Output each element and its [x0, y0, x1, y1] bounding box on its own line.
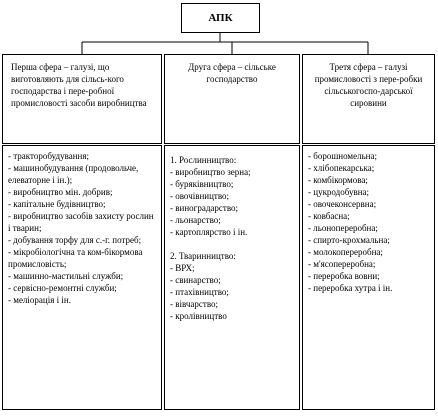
sphere-2-list: [164, 145, 300, 410]
list-item: - цукродобувна;: [308, 187, 370, 197]
list-item: - машинно-мастильні служби;: [8, 271, 124, 281]
list-item: - добування торфу для с.-г. потреб;: [8, 235, 142, 245]
list-item: - м'ясопереробна;: [308, 259, 376, 269]
sphere-2-title: Друга сфера – сільське господарство: [188, 62, 276, 84]
list-item: - овочівництво;: [170, 191, 230, 201]
list-item: - хлібопекарська;: [308, 163, 375, 173]
sphere-1-list: [2, 145, 162, 410]
list-item: - капітальне будівництво;: [8, 199, 106, 209]
list-item: - тракторобудування;: [8, 151, 89, 161]
section-title-crop: 1. Рослинництво:: [170, 155, 237, 165]
section-gap: [170, 238, 295, 250]
list-item: - виробництво засобів захисту рослин і тварин;: [8, 211, 154, 233]
list-item: - картоплярство і ін.: [170, 227, 248, 237]
list-item: - буряківництво;: [170, 179, 234, 189]
list-item: - свинарство;: [170, 275, 221, 285]
list-item: - меліорація і ін.: [8, 295, 71, 305]
sphere-3-title: Третя сфера – галузі промисловості з пере-робки сільськогоспо-дарської сировини: [314, 62, 423, 108]
list-item: - машинобудування (продовольче, елеваторне і ін.);: [8, 163, 139, 185]
list-item: - кролівництво: [170, 311, 227, 321]
list-item: - переробка хутра і ін.: [308, 283, 393, 293]
root-node-apk: [181, 3, 260, 33]
list-item: - переробка вовни;: [308, 271, 380, 281]
list-item: - ковбасна;: [308, 211, 350, 221]
sphere-1-header: [2, 54, 162, 144]
section-title-livestock: 2. Тваринництво:: [170, 251, 236, 261]
list-item: - виноградарство;: [170, 203, 239, 213]
list-item: - мікробіологічна та ком-бікормова промисловість;: [8, 247, 143, 269]
list-item: - птахівництво;: [170, 287, 229, 297]
sphere-1-title: Перша сфера – галузі, що виготовляють для сільсь-кого господарства і пере-робної промисловості засоби виробництва: [11, 62, 147, 108]
root-label: АПК: [208, 12, 233, 24]
list-item: - спирто-крохмальна;: [308, 235, 390, 245]
list-item: - ВРХ;: [170, 263, 195, 273]
list-item: - льонарство;: [170, 215, 221, 225]
list-item: - вівчарство;: [170, 299, 219, 309]
list-item: - сервісно-ремонтні служби;: [8, 283, 117, 293]
list-item: - овочеконсервна;: [308, 199, 377, 209]
list-item: - льонопереробна;: [308, 223, 378, 233]
list-item: - молокопереробна;: [308, 247, 383, 257]
list-item: - борошномельна;: [308, 151, 377, 161]
sphere-3-header: [302, 54, 435, 144]
list-item: - виробництво мін. добрив;: [8, 187, 113, 197]
sphere-3-list: [302, 145, 435, 410]
list-item: - виробництво зерна;: [170, 167, 251, 177]
list-item: - комбікормова;: [308, 175, 368, 185]
sphere-2-header: [164, 54, 300, 144]
